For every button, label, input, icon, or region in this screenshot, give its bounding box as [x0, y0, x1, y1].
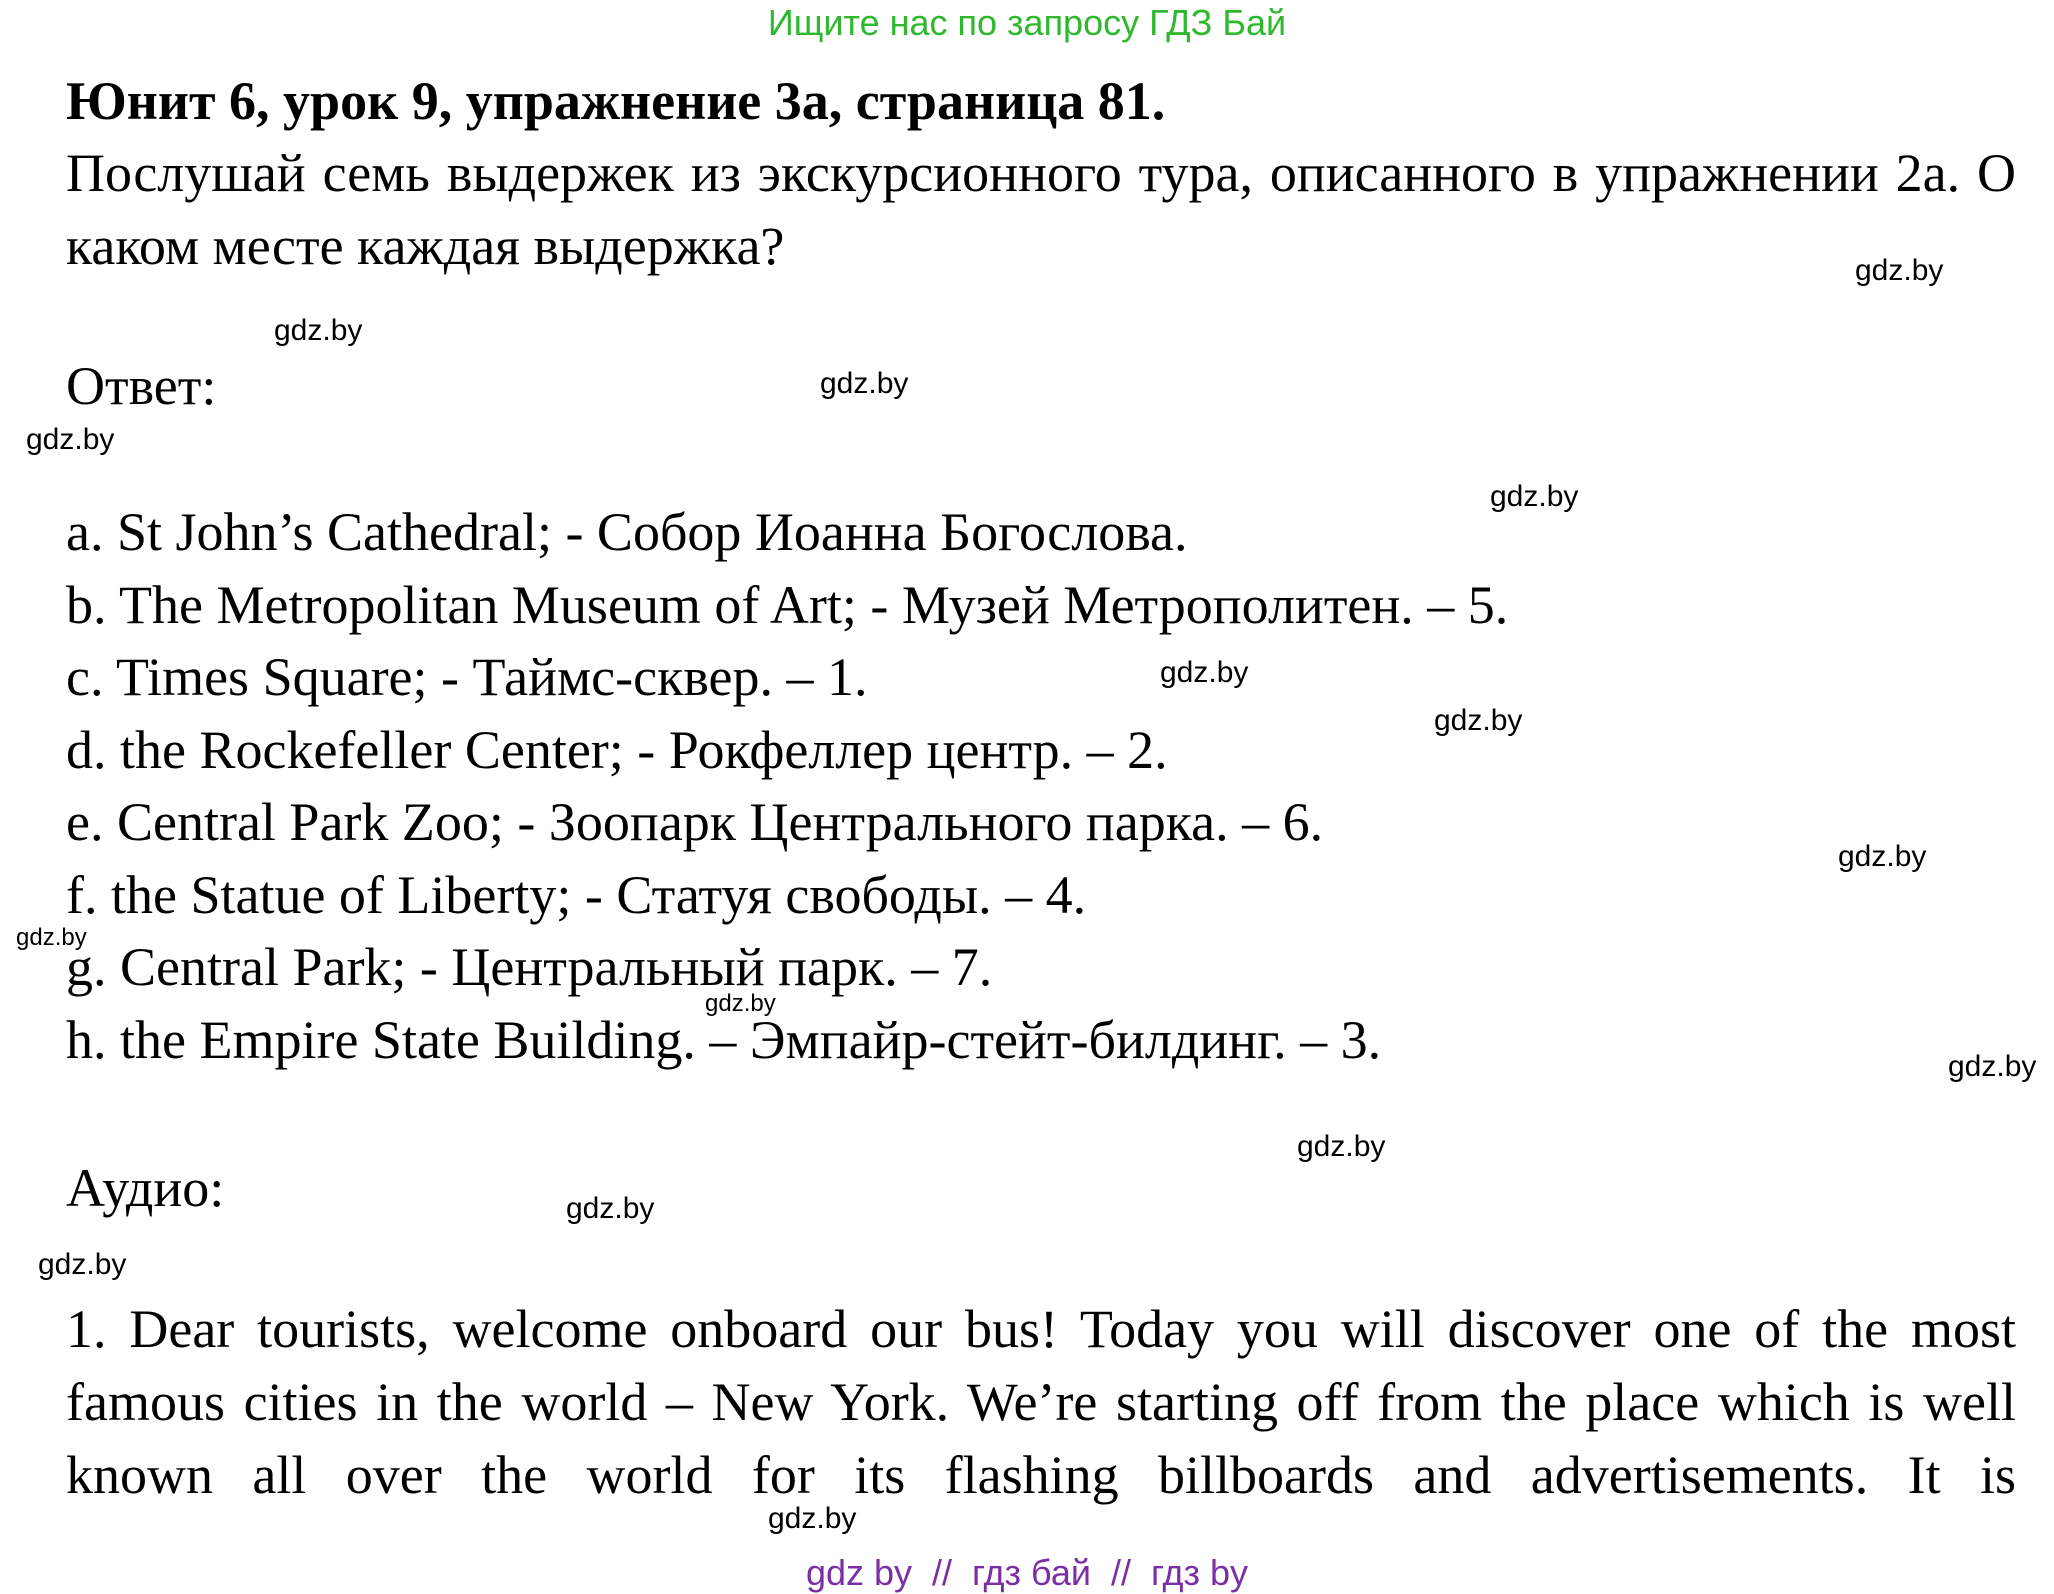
answer-item: g. Central Park; - Центральный парк. – 7. — [66, 937, 993, 997]
answer-item: a. St John’s Cathedral; - Собор Иоанна Богослова. — [66, 502, 1188, 562]
footer-links: gdz by // гдз бай // гдз by — [805, 1552, 1249, 1593]
watermark: gdz.by — [1490, 480, 1579, 513]
audio-transcript: 1. Dear tourists, welcome onboard our bus! Today you will discover one of the most famous cities in the world – New York. We’re starting off from the place which is well known all over the world for its flashing billboards and advertisements. It is — [66, 1299, 2016, 1505]
watermark: gdz.by — [705, 990, 776, 1017]
answer-item: c. Times Square; - Таймс-сквер. – 1. — [66, 647, 868, 707]
answer-item: d. the Rockefeller Center; - Рокфеллер центр. – 2. — [66, 719, 1168, 780]
answer-item: h. the Empire State Building. – Эмпайр-стейт-билдинг. – 3. — [66, 1009, 1382, 1070]
watermark: gdz.by — [820, 367, 909, 400]
watermark: gdz.by — [274, 314, 363, 347]
watermark: gdz.by — [38, 1248, 127, 1281]
answer-list — [66, 496, 2016, 1076]
watermark: gdz.by — [1160, 656, 1249, 689]
watermark: gdz.by — [1434, 704, 1523, 737]
answer-item: e. Central Park Zoo; - Зоопарк Центрального парка. – 6. — [66, 792, 1324, 852]
top-banner: Ищите нас по запросу ГДЗ Бай — [767, 2, 1287, 43]
exercise-title: Юнит 6, урок 9, упражнение 3а, страница 81. — [66, 71, 1166, 131]
watermark: gdz.by — [16, 924, 87, 951]
watermark: gdz.by — [768, 1502, 857, 1535]
watermark: gdz.by — [26, 423, 115, 456]
watermark: gdz.by — [566, 1192, 655, 1225]
audio-label: Аудио: — [66, 1158, 225, 1218]
watermark: gdz.by — [1297, 1130, 1386, 1163]
answer-item: b. The Metropolitan Museum of Art; - Музей Метрополитен. – 5. — [66, 574, 1509, 635]
answer-label: Ответ: — [66, 356, 217, 416]
task-text: Послушай семь выдержек из экскурсионного тура, описанного в упражнении 2а. О каком месте каждая выдержка? — [66, 143, 2016, 276]
watermark: gdz.by — [1838, 840, 1927, 873]
watermark: gdz.by — [1948, 1050, 2037, 1083]
answer-item: f. the Statue of Liberty; - Статуя свободы. – 4. — [66, 864, 1087, 925]
watermark: gdz.by — [1855, 254, 1944, 287]
